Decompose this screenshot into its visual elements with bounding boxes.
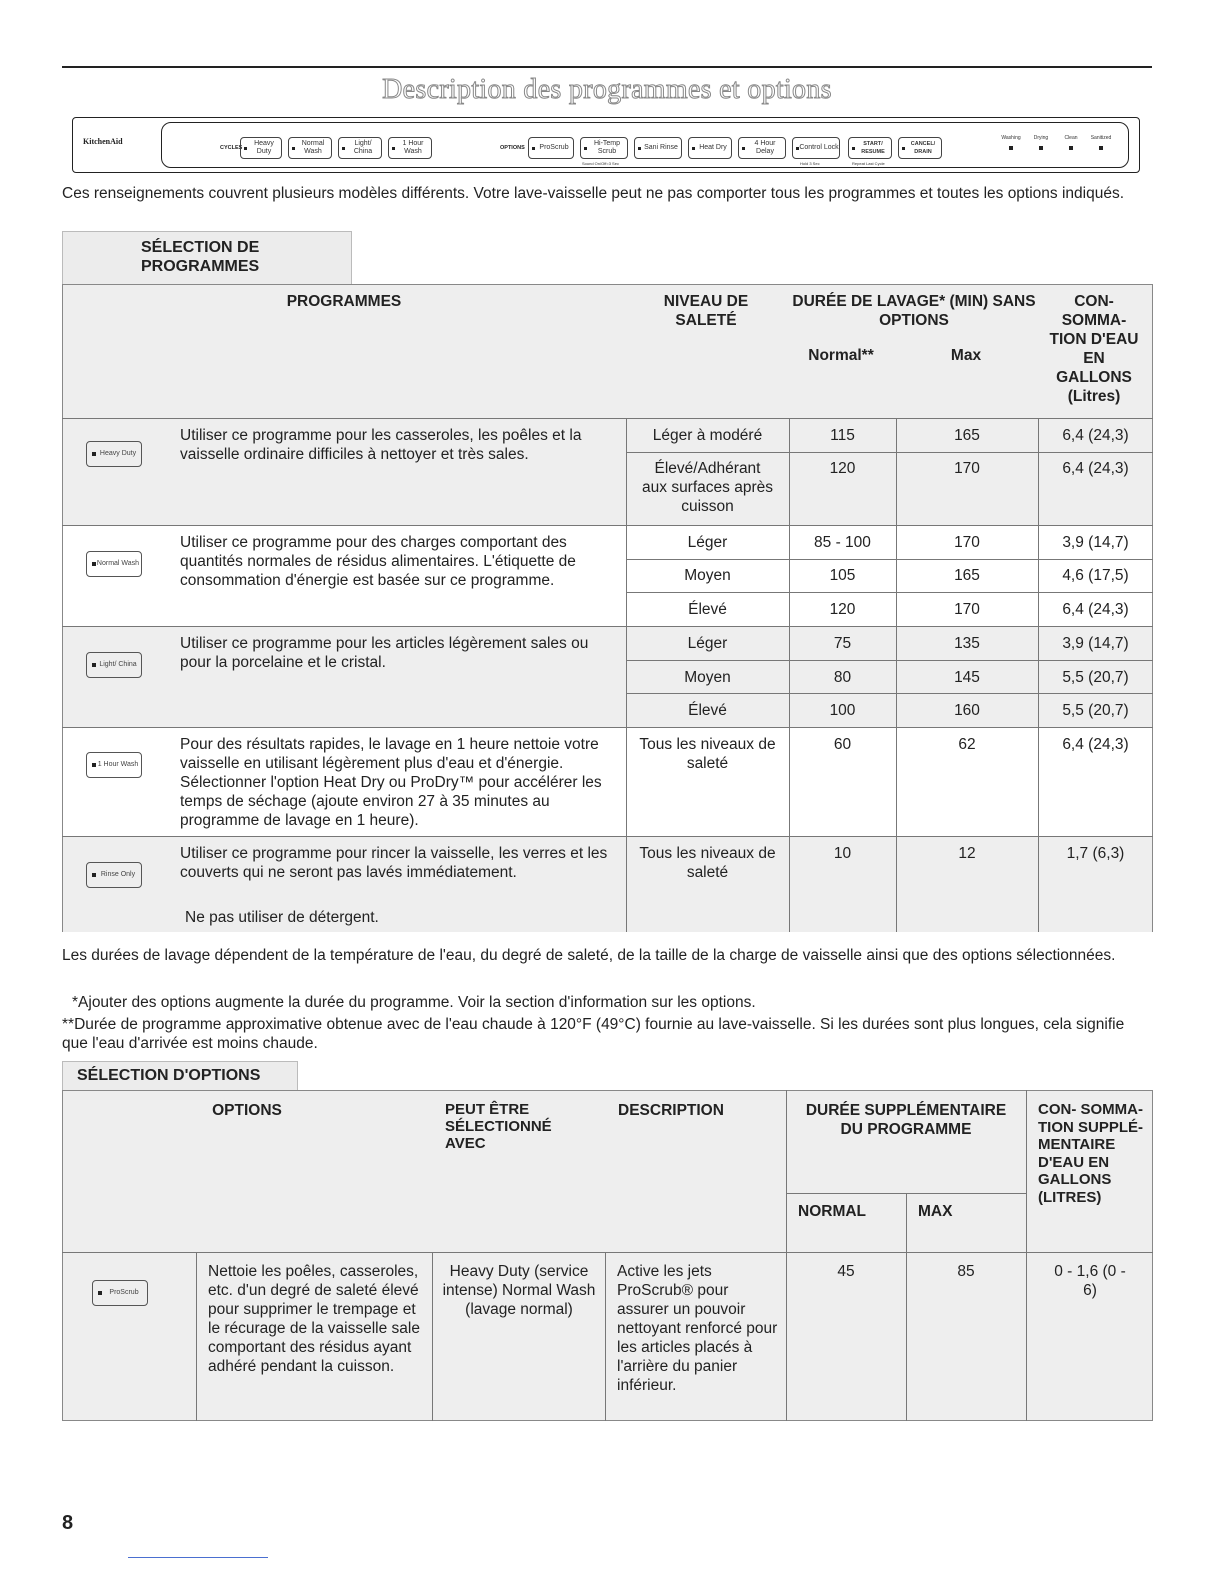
normal-wash-normal-3: 120 xyxy=(829,601,856,618)
panel-light-china-button[interactable]: Light/ China xyxy=(338,137,382,159)
heavy-duty-max-1: 165 xyxy=(954,427,980,444)
hdr-duree: DURÉE DE LAVAGE* (MIN) SANS OPTIONS xyxy=(792,293,1036,329)
panel-hi-temp-scrub-button[interactable]: Hi-Temp Scrub xyxy=(580,137,628,159)
heavy-duty-niveau-2: Élevé/Adhérant aux surfaces après cuisson xyxy=(642,460,773,515)
normal-wash-max-1: 170 xyxy=(954,534,980,551)
normal-wash-button-icon: Normal Wash xyxy=(86,551,142,577)
rinse-only-eau: 1,7 (6,3) xyxy=(1066,845,1125,862)
hdr-max: Max xyxy=(950,347,982,364)
1-hour-wash-desc: Pour des résultats rapides, le lavage en 1 heure nettoie votre vaisselle en utilisant légèrement plus d'eau et d'énergie. Sélectionner l'option Heat Dry ou ProDry™ pour accélérer les temps de séchage (ajoute environ 27 à 35 minutes au programme de lavage en 1 heure). xyxy=(180,736,602,829)
panel-sublabel-hold: Hold 3 Sec xyxy=(800,161,820,166)
light-china-button-icon: Light/ China xyxy=(86,652,142,678)
rinse-only-desc: Utiliser ce programme pour rincer la vaisselle, les verres et les couverts qui ne seront pas lavés immédiatement. xyxy=(180,845,608,881)
grid-line xyxy=(626,559,1153,560)
panel-proscrub-button[interactable]: ProScrub xyxy=(528,137,574,159)
indicator-drying-label: Drying xyxy=(1033,135,1049,141)
indicator-clean-label: Clean xyxy=(1064,135,1078,141)
grid-line xyxy=(626,592,1153,593)
hdr-normal: Normal** xyxy=(808,347,874,364)
brand-logo: KitchenAid xyxy=(83,137,123,146)
rinse-only-max: 12 xyxy=(958,845,976,862)
indicator-drying-light xyxy=(1039,146,1043,150)
normal-wash-niveau-3: Élevé xyxy=(688,601,727,618)
grid-line xyxy=(62,836,1153,837)
light-china-eau-2: 5,5 (20,7) xyxy=(1062,669,1129,686)
grid-line xyxy=(626,452,1153,453)
hdr-conso: CON- SOMMA- TION D'EAU EN GALLONS (Litres) xyxy=(1049,293,1139,405)
panel-heat-dry-button[interactable]: Heat Dry xyxy=(688,137,732,159)
normal-wash-eau-2: 4,6 (17,5) xyxy=(1062,567,1129,584)
indicator-washing-light xyxy=(1009,146,1013,150)
normal-wash-niveau-1: Léger xyxy=(687,534,728,551)
control-panel-inner xyxy=(161,122,1129,168)
light-china-normal-1: 75 xyxy=(833,635,852,652)
indicator-clean-light xyxy=(1069,146,1073,150)
proscrub-description: Active les jets ProScrub® pour assurer un pouvoir nettoyant renforcé pour les articles placés à l'arrière du panier inférieur. xyxy=(617,1263,778,1394)
opt-hdr-conso: CON- SOMMA- TION SUPPLÉ- MENTAIRE D'EAU EN GALLONS (LITRES) xyxy=(1038,1101,1144,1206)
opt-hdr-duree: DURÉE SUPPLÉMENTAIRE DU PROGRAMME xyxy=(805,1102,1007,1138)
note-double-star: **Durée de programme approximative obtenue avec de l'eau chaude à 120°F (49°C) fournie au lave-vaisselle. Si les durées sont plus longues, cela signifie que l'eau d'arrivée est moins chaude. xyxy=(62,1016,1125,1052)
proscrub-normal: 45 xyxy=(837,1263,855,1280)
panel-cancel-drain-button[interactable]: CANCEL/ DRAIN xyxy=(898,137,942,159)
opt-hdr-description: DESCRIPTION xyxy=(618,1102,724,1119)
options-label: OPTIONS xyxy=(500,145,525,151)
grid-line xyxy=(605,1252,606,1421)
grid-line xyxy=(626,660,1153,661)
panel-start-resume-button[interactable]: START/ RESUME xyxy=(848,137,892,159)
panel-heavy-duty-button[interactable]: Heavy Duty xyxy=(240,137,282,159)
footer-rule xyxy=(128,1557,268,1558)
heavy-duty-niveau-1: Léger à modéré xyxy=(652,427,763,444)
light-china-eau-1: 3,9 (14,7) xyxy=(1062,635,1129,652)
light-china-eau-3: 5,5 (20,7) xyxy=(1062,702,1129,719)
cycles-label: CYCLES xyxy=(220,145,243,151)
grid-line xyxy=(432,1252,433,1421)
heavy-duty-button-icon: Heavy Duty xyxy=(86,441,142,467)
light-china-niveau-1: Léger xyxy=(687,635,728,652)
page-number: 8 xyxy=(62,1512,74,1534)
note-durations: Les durées de lavage dépendent de la température de l'eau, du degré de saleté, de la taille de la charge de vaisselle ainsi que des options sélectionnées. xyxy=(62,947,1116,964)
heavy-duty-normal-1: 115 xyxy=(830,427,855,444)
heavy-duty-eau-1: 6,4 (24,3) xyxy=(1062,427,1129,444)
panel-control-lock-button[interactable]: Control Lock xyxy=(792,137,840,159)
normal-wash-max-2: 165 xyxy=(954,567,980,584)
proscrub-max: 85 xyxy=(957,1263,975,1280)
1-hour-wash-max: 62 xyxy=(958,736,976,753)
normal-wash-niveau-2: Moyen xyxy=(684,567,731,584)
panel-sani-rinse-button[interactable]: Sani Rinse xyxy=(634,137,682,159)
normal-wash-eau-3: 6,4 (24,3) xyxy=(1062,601,1129,618)
normal-wash-normal-2: 105 xyxy=(829,567,856,584)
light-china-max-2: 145 xyxy=(954,669,980,686)
grid-line xyxy=(62,626,1153,627)
1-hour-wash-niveau: Tous les niveaux de saleté xyxy=(639,736,776,772)
1-hour-wash-eau: 6,4 (24,3) xyxy=(1062,736,1129,753)
top-rule xyxy=(62,66,1152,68)
opt-hdr-avec: PEUT ÊTRE SÉLECTIONNÉ AVEC xyxy=(445,1101,552,1152)
control-panel xyxy=(72,117,1140,173)
rinse-only-normal: 10 xyxy=(833,845,852,862)
normal-wash-eau-1: 3,9 (14,7) xyxy=(1062,534,1129,551)
hdr-programmes: PROGRAMMES xyxy=(286,293,402,310)
proscrub-button-icon: ProScrub xyxy=(92,1280,148,1306)
proscrub-eau: 0 - 1,6 (0 - 6) xyxy=(1054,1263,1126,1299)
proscrub-desc: Nettoie les poêles, casseroles, etc. d'un degré de saleté élevé pour supprimer le trempage et le récurage de la vaisselle sale comportant des résidus ayant adhéré pendant la cuisson. xyxy=(208,1263,420,1375)
programs-section-tab: SÉLECTION DE PROGRAMMES xyxy=(62,231,352,285)
grid-line xyxy=(62,418,1153,419)
grid-line xyxy=(62,1252,1153,1253)
rinse-only-niveau: Tous les niveaux de saleté xyxy=(639,845,776,881)
heavy-duty-normal-2: 120 xyxy=(829,460,856,477)
panel-sublabel-repeat: Repeat Last Cycle xyxy=(852,161,885,166)
intro-text: Ces renseignements couvrent plusieurs modèles différents. Votre lave-vaisselle peut ne pas comporter tous les programmes et toutes les options indiqués. xyxy=(62,185,1125,202)
indicator-washing-label: Washing xyxy=(1001,135,1021,141)
panel-sublabel-sound: Sound On/Off=3 Sec xyxy=(582,161,619,166)
light-china-niveau-2: Moyen xyxy=(684,669,731,686)
panel-normal-wash-button[interactable]: Normal Wash xyxy=(288,137,332,159)
light-china-max-3: 160 xyxy=(954,702,980,719)
opt-hdr-max: MAX xyxy=(918,1203,953,1220)
light-china-desc: Utiliser ce programme pour les articles légèrement sales ou pour la porcelaine et le cristal. xyxy=(180,635,589,671)
indicator-sanitized-label: Sanitized xyxy=(1090,135,1112,141)
heavy-duty-desc: Utiliser ce programme pour les casseroles, les poêles et la vaisselle ordinaire difficiles à nettoyer et très sales. xyxy=(180,427,582,463)
light-china-max-1: 135 xyxy=(954,635,980,652)
grid-line xyxy=(786,1090,787,1421)
light-china-normal-2: 80 xyxy=(833,669,852,686)
proscrub-avec: Heavy Duty (service intense) Normal Wash (lavage normal) xyxy=(442,1263,596,1318)
rinse-only-button-icon: Rinse Only xyxy=(86,862,142,888)
panel-4-hour-delay-button[interactable]: 4 Hour Delay xyxy=(738,137,786,159)
normal-wash-normal-1: 85 - 100 xyxy=(814,534,871,551)
grid-line xyxy=(62,525,1153,526)
indicator-sanitized-light xyxy=(1099,146,1103,150)
grid-line xyxy=(62,727,1153,728)
hdr-niveau: NIVEAU DE SALETÉ xyxy=(663,293,749,329)
heavy-duty-eau-2: 6,4 (24,3) xyxy=(1062,460,1129,477)
normal-wash-desc: Utiliser ce programme pour des charges comportant des quantités normales de résidus alimentaires. L'étiquette de consommation d'énergie est basée sur ce programme. xyxy=(180,534,576,589)
page-title: Description des programmes et options xyxy=(382,74,832,105)
note-star: *Ajouter des options augmente la durée du programme. Voir la section d'information sur les options. xyxy=(72,994,756,1011)
opt-hdr-options: OPTIONS xyxy=(212,1102,282,1119)
1-hour-wash-button-icon: 1 Hour Wash xyxy=(86,752,142,778)
light-china-niveau-3: Élevé xyxy=(688,702,727,719)
1-hour-wash-normal: 60 xyxy=(833,736,852,753)
options-section-tab: SÉLECTION D'OPTIONS xyxy=(62,1061,298,1091)
heavy-duty-max-2: 170 xyxy=(954,460,980,477)
panel-1-hour-wash-button[interactable]: 1 Hour Wash xyxy=(388,137,432,159)
grid-line xyxy=(1026,1090,1027,1421)
rinse-only-desc-2: Ne pas utiliser de détergent. xyxy=(185,909,379,926)
grid-line xyxy=(196,1252,197,1421)
grid-line xyxy=(626,693,1153,694)
grid-line xyxy=(906,1193,907,1421)
normal-wash-max-3: 170 xyxy=(954,601,980,618)
light-china-normal-3: 100 xyxy=(829,702,856,719)
opt-hdr-normal: NORMAL xyxy=(798,1203,867,1220)
